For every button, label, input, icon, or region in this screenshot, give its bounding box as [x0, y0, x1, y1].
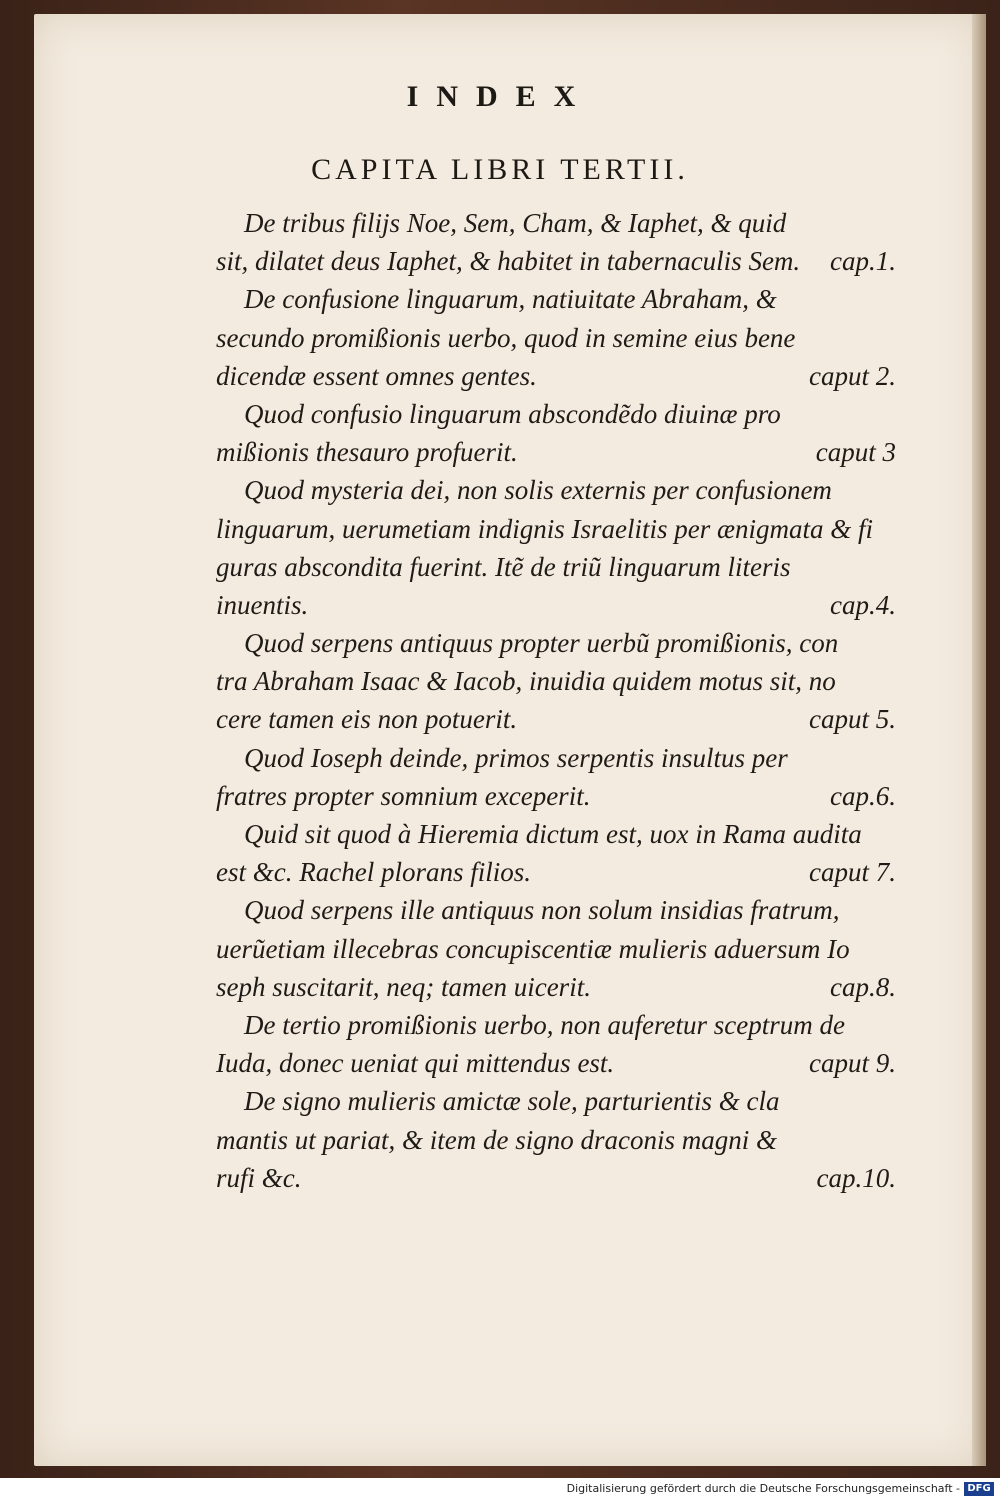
entry-text-line: De confusione linguarum, natiuitate Abraham, & — [244, 284, 777, 315]
entry-text-line: tra Abraham Isaac & Iacob, inuidia quidem motus sit, no — [216, 666, 836, 697]
entry-text-line — [216, 1159, 896, 1197]
index-entry — [216, 471, 896, 624]
entry-text-line: Quod confusio linguarum abscondẽdo diuinæ pro — [244, 398, 781, 429]
chapter-reference: cap.6. — [830, 780, 896, 811]
section-title: CAPITA LIBRI TERTII. — [311, 153, 689, 186]
index-entry — [216, 204, 896, 280]
entry-text-line — [216, 1044, 896, 1082]
dfg-logo: DFG — [964, 1482, 994, 1496]
chapter-reference: cap.1. — [830, 246, 896, 277]
footer-bar — [0, 1478, 1000, 1501]
entry-text: inuentis. — [216, 589, 309, 620]
entry-text: seph suscitarit, neq; tamen uicerit. — [216, 971, 591, 1002]
funding-credit: Digitalisierung gefördert durch die Deutsche Forschungsgemeinschaft - — [566, 1482, 960, 1495]
entry-text-line: Quid sit quod à Hieremia dictum est, uox in Rama audita — [244, 819, 862, 849]
chapter-index-list — [216, 204, 896, 1197]
entry-text-line: uerũetiam illecebras concupiscentiæ mulieris aduersum Io — [216, 933, 850, 964]
entry-text: rufi &c. — [216, 1162, 302, 1193]
entry-text-line — [216, 853, 896, 891]
chapter-reference: caput 3 — [815, 437, 896, 468]
entry-text-line: mantis ut pariat, & item de signo draconis magni & — [216, 1124, 778, 1155]
index-entry — [216, 1082, 896, 1197]
entry-text-line — [216, 242, 896, 280]
entry-text-line: Quod mysteria dei, non solis externis per confusionem — [244, 475, 832, 506]
entry-text-line: De signo mulieris amictæ sole, parturientis & cla — [244, 1086, 780, 1117]
entry-text-line — [216, 357, 896, 395]
entry-text-line — [216, 700, 896, 738]
index-entry — [216, 1006, 896, 1082]
entry-text: fratres propter somnium exceperit. — [216, 780, 591, 811]
index-entry — [216, 624, 896, 739]
entry-text: cere tamen eis non potuerit. — [216, 704, 518, 735]
entry-text-line: Quod Ioseph deinde, primos serpentis insultus per — [244, 742, 788, 773]
chapter-reference: cap.10. — [816, 1162, 896, 1193]
entry-text-line: Quod serpens antiquus propter uerbũ promißionis, con — [244, 628, 839, 659]
entry-text: est &c. Rachel plorans filios. — [216, 857, 531, 888]
entry-text-line — [216, 433, 896, 471]
entry-text: dicendæ essent omnes gentes. — [216, 360, 537, 391]
index-entry — [216, 739, 896, 815]
entry-text: sit, dilatet deus Iaphet, & habitet in tabernaculis Sem. — [216, 246, 801, 277]
entry-text-line — [216, 586, 896, 624]
entry-text-line: secundo promißionis uerbo, quod in semine eius bene — [216, 322, 796, 353]
index-entry — [216, 891, 896, 1006]
entry-text: Iuda, donec ueniat qui mittendus est. — [216, 1048, 615, 1079]
chapter-reference: cap.4. — [830, 589, 896, 620]
entry-text-line: guras abscondita fuerint. Itẽ de triũ linguarum literis — [216, 551, 791, 582]
page-edge — [972, 14, 986, 1466]
chapter-reference: caput 5. — [809, 704, 896, 735]
entry-text-line: De tribus filijs Noe, Sem, Cham, & Iaphet, & quid — [244, 208, 787, 238]
entry-text-line: Quod serpens ille antiquus non solum insidias fratrum, — [244, 895, 840, 926]
entry-text-line — [216, 968, 896, 1006]
running-head: INDEX — [406, 80, 594, 113]
chapter-reference: cap.8. — [830, 971, 896, 1002]
entry-text: mißionis thesauro profuerit. — [216, 437, 518, 468]
chapter-reference: caput 2. — [809, 360, 896, 391]
index-entry — [216, 395, 896, 471]
chapter-reference: caput 9. — [809, 1048, 896, 1079]
entry-text-line: linguarum, uerumetiam indignis Israelitis per ænigmata & fi — [216, 513, 874, 544]
index-entry — [216, 280, 896, 395]
entry-text-line: De tertio promißionis uerbo, non auferetur sceptrum de — [244, 1009, 845, 1040]
index-entry — [216, 815, 896, 891]
entry-text-line — [216, 777, 896, 815]
chapter-reference: caput 7. — [809, 857, 896, 888]
